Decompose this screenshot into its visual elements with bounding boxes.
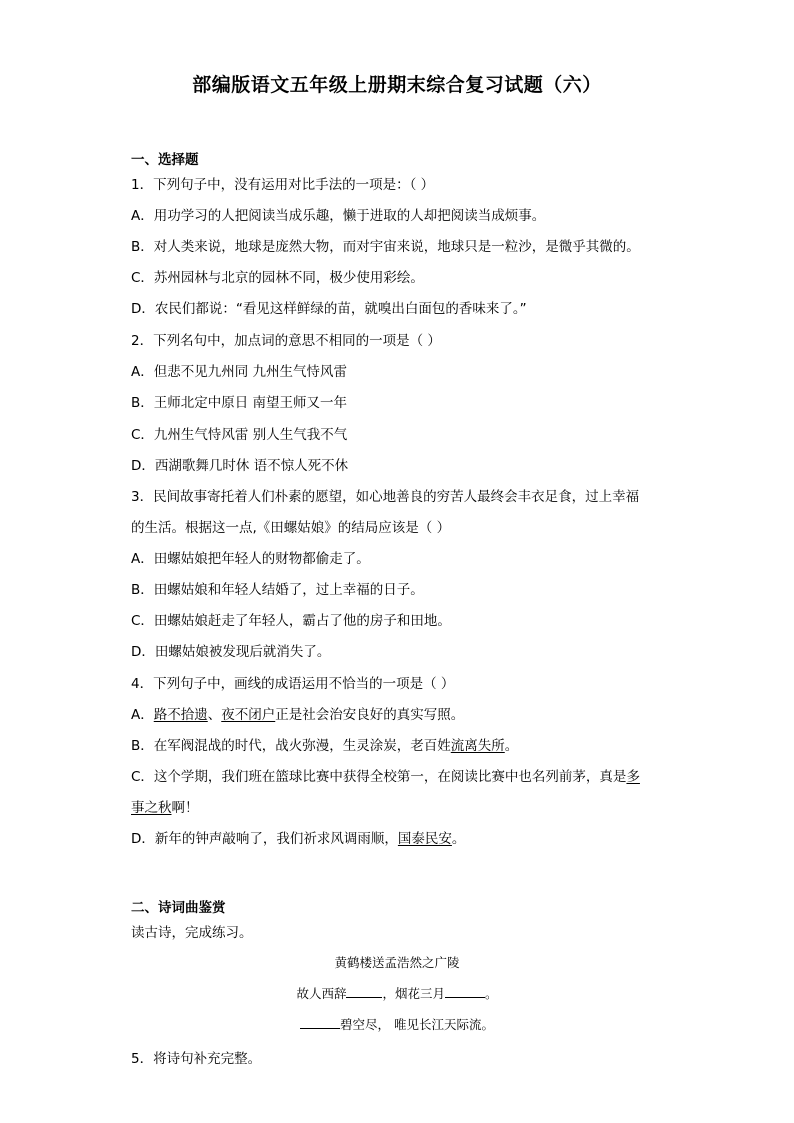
text: 。 (451, 831, 466, 847)
q1-stem: 1．下列句子中，没有运用对比手法的一项是：（ ） (131, 177, 435, 193)
q3-option-d: D．田螺姑娘被发现后就消失了。 (131, 644, 331, 660)
text: 啊！ (171, 800, 199, 816)
q1-option-d: D．农民们都说：“看见这样鲜绿的苗，就嗅出白面包的香味来了。” (131, 301, 527, 317)
q4-option-c-line1 (131, 765, 640, 785)
q2-option-b: B．王师北定中原日 南望王师又一年 (131, 395, 348, 411)
poem-text: 。 (485, 986, 498, 1001)
page-title: 部编版语文五年级上册期末综合复习试题（六） (192, 74, 602, 96)
q4-option-b (131, 734, 518, 754)
q3-stem-line1: 3．民间故事寄托着人们朴素的愿望，如心地善良的穷苦人最终会丰衣足食，过上幸福 (131, 489, 640, 505)
poem-text: ，烟花三月 (382, 986, 445, 1001)
poem-title: 黄鹤楼送孟浩然之广陵 (334, 955, 460, 970)
q2-option-c: C．九州生气恃风雷 别人生气我不气 (131, 427, 348, 443)
text: C．这个学期，我们班在篮球比赛中获得全校第一，在阅读比赛中也名列前茅，真是 (131, 769, 627, 785)
fill-blank[interactable] (445, 985, 485, 998)
section-heading-poetry: 二、诗词曲鉴赏 (131, 900, 226, 916)
text: B．在军阀混战的时代，战火弥漫，生灵涂炭，老百姓 (131, 738, 451, 754)
underlined-idiom: 路不拾遗 (153, 707, 208, 723)
q1-option-c: C．苏州园林与北京的园林不同，极少使用彩绘。 (131, 270, 424, 286)
q1-option-b: B．对人类来说，地球是庞然大物，而对宇宙来说，地球只是一粒沙，是微乎其微的。 (131, 239, 640, 255)
underlined-idiom: 多 (626, 769, 640, 785)
poem-line-2 (0, 1015, 794, 1033)
fill-blank[interactable] (346, 985, 382, 998)
q4-stem: 4．下列句子中，画线的成语运用不恰当的一项是（ ） (131, 676, 455, 692)
underlined-idiom: 事之秋 (131, 800, 172, 816)
poem-line-1 (0, 984, 794, 1002)
section-heading-choice: 一、选择题 (131, 152, 199, 168)
q2-option-d: D．西湖歌舞几时休 语不惊人死不休 (131, 458, 349, 474)
poem-text: 故人西辞 (296, 986, 347, 1001)
q4-option-d (131, 827, 465, 847)
q3-stem-line2: 的生活。根据这一点,《田螺姑娘》的结局应该是（ ） (131, 520, 451, 536)
text: 正是社会治安良好的真实写照。 (275, 707, 465, 723)
q3-option-a: A．田螺姑娘把年轻人的财物都偷走了。 (131, 551, 370, 567)
q1-option-a: A．用功学习的人把阅读当成乐趣，懒于进取的人却把阅读当成烦事。 (131, 208, 546, 224)
poem-text: 碧空尽， 唯见长江天际流。 (340, 1017, 494, 1032)
q4-option-c-line2 (131, 796, 199, 816)
poem-intro: 读古诗，完成练习。 (131, 925, 253, 941)
q2-option-a: A．但悲不见九州同 九州生气恃风雷 (131, 364, 348, 380)
q3-option-b: B．田螺姑娘和年轻人结婚了，过上幸福的日子。 (131, 582, 424, 598)
option-prefix: A． (131, 707, 154, 723)
underlined-idiom: 流离失所 (450, 738, 505, 754)
q5-stem: 5．将诗句补充完整。 (131, 1051, 262, 1067)
q4-option-a (131, 703, 464, 723)
text: 。 (504, 738, 519, 754)
underlined-idiom: 国泰民安 (397, 831, 452, 847)
underlined-idiom: 夜不闭户 (221, 707, 276, 723)
text: 、 (207, 707, 222, 723)
text: D．新年的钟声敲响了，我们祈求风调雨顺， (131, 831, 398, 847)
fill-blank[interactable] (300, 1016, 340, 1029)
q3-option-c: C．田螺姑娘赶走了年轻人，霸占了他的房子和田地。 (131, 613, 451, 629)
q2-stem: 2．下列名句中，加点词的意思不相同的一项是（ ） (131, 333, 441, 349)
